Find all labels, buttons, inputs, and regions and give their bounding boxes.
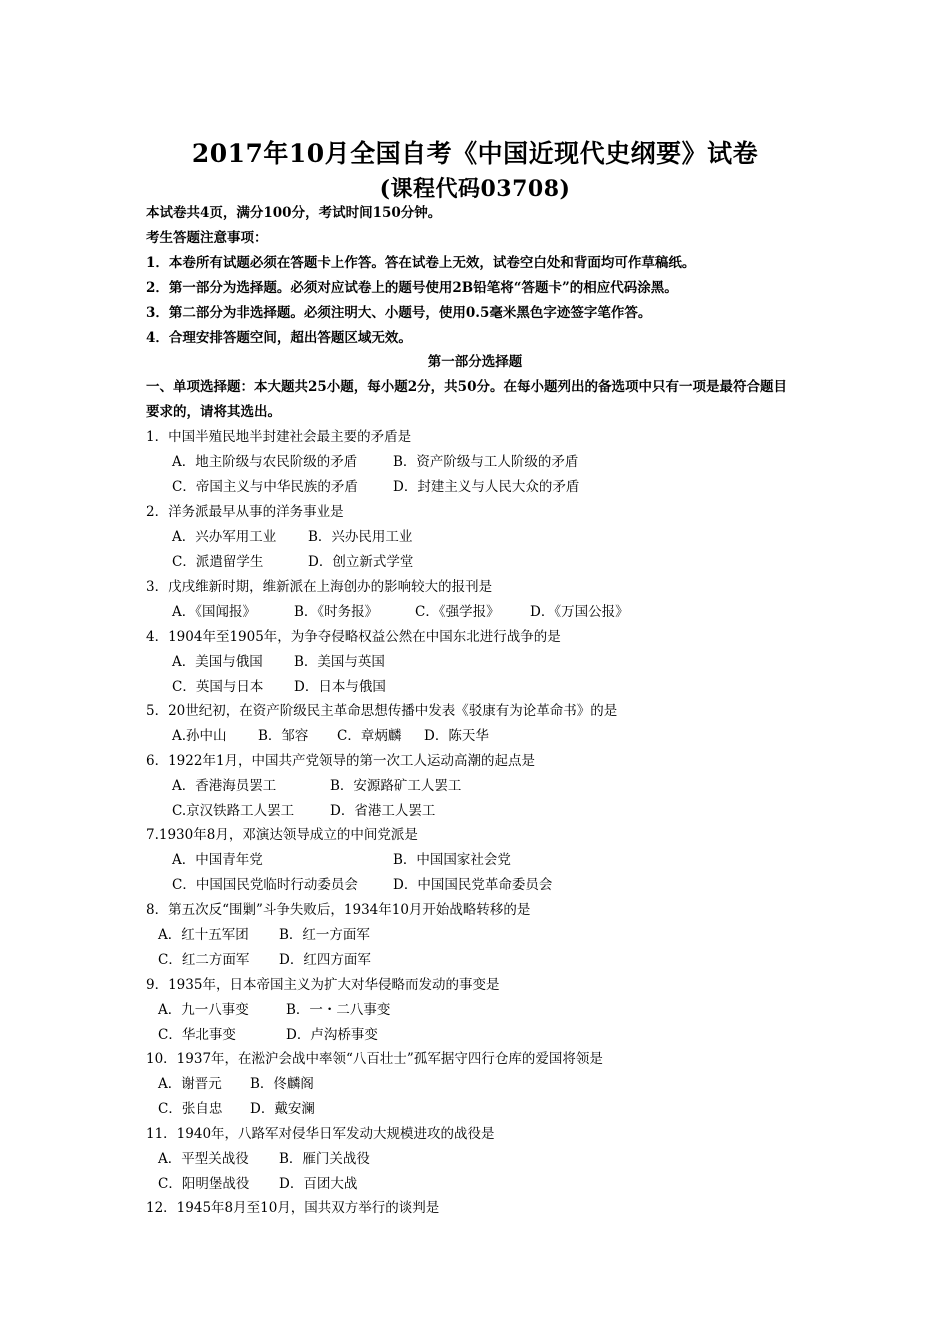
question-option: C．红二方面军	[158, 952, 250, 968]
question-option: B．美国与英国	[294, 654, 385, 670]
question-option: C．《强学报》	[415, 604, 500, 620]
notice-item: 4．合理安排答题空间，超出答题区域无效。	[146, 330, 412, 346]
exam-info: 本试卷共4页，满分100分，考试时间150分钟。	[146, 205, 442, 221]
question-option: C．帝国主义与中华民族的矛盾	[172, 479, 358, 495]
question-option: B．一・二八事变	[286, 1002, 391, 1018]
course-code: (课程代码03708)	[379, 176, 571, 202]
question-option: A．《国闻报》	[172, 604, 256, 620]
question-option: A．谢晋元	[158, 1076, 222, 1092]
notice-item: 2．第一部分为选择题。必须对应试卷上的题号使用2B铅笔将“答题卡”的相应代码涂黑。	[146, 280, 678, 296]
question-option: A．香港海员罢工	[172, 778, 277, 794]
question-stem: 6．1922年1月，中国共产党领导的第一次工人运动高潮的起点是	[146, 753, 536, 769]
question-stem: 3．戊戌维新时期，维新派在上海创办的影响较大的报刊是	[146, 579, 493, 595]
question-stem: 9．1935年，日本帝国主义为扩大对华侵略而发动的事变是	[146, 977, 500, 993]
question-stem: 2．洋务派最早从事的洋务事业是	[146, 504, 344, 520]
question-stem: 7.1930年8月，邓演达领导成立的中间党派是	[146, 827, 418, 843]
section-instructions-cont: 要求的，请将其选出。	[146, 404, 281, 420]
question-option: D．红四方面军	[279, 952, 371, 968]
question-option: D．封建主义与人民大众的矛盾	[393, 479, 580, 495]
question-option: C．华北事变	[158, 1027, 236, 1043]
question-option: B．佟麟阁	[250, 1076, 314, 1092]
question-stem: 5．20世纪初，在资产阶级民主革命思想传播中发表《驳康有为论革命书》的是	[146, 703, 618, 719]
question-option: D．陈天华	[424, 728, 489, 744]
question-option: C．中国国民党临时行动委员会	[172, 877, 358, 893]
question-option: D．百团大战	[279, 1176, 358, 1192]
question-option: A．兴办军用工业	[172, 529, 277, 545]
question-option: C.京汉铁路工人罢工	[172, 803, 295, 819]
part-heading: 第一部分选择题	[427, 354, 523, 370]
section-instructions: 一、单项选择题：本大题共25小题，每小题2分，共50分。在每小题列出的备选项中只有一项是最符合题目	[146, 379, 787, 395]
notice-item: 3．第二部分为非选择题。必须注明大、小题号，使用0.5毫米黑色字迹签字笔作答。	[146, 305, 652, 321]
question-option: D．《万国公报》	[530, 604, 629, 620]
question-stem: 10．1937年，在淞沪会战中率领“八百壮士”孤军据守四行仓库的爱国将领是	[146, 1051, 603, 1067]
question-option: B．资产阶级与工人阶级的矛盾	[393, 454, 579, 470]
question-option: A.孙中山	[172, 728, 227, 744]
question-option: B．安源路矿工人罢工	[330, 778, 462, 794]
question-option: B．《时务报》	[294, 604, 379, 620]
question-stem: 8．第五次反“围剿”斗争失败后，1934年10月开始战略转移的是	[146, 902, 531, 918]
question-option: D．日本与俄国	[294, 679, 386, 695]
question-option: C．章炳麟	[337, 728, 402, 744]
question-option: A．平型关战役	[158, 1151, 249, 1167]
question-option: B．邹容	[258, 728, 309, 744]
question-option: D．省港工人罢工	[330, 803, 436, 819]
question-stem: 11．1940年，八路军对侵华日军发动大规模进攻的战役是	[146, 1126, 495, 1142]
exam-title: 2017年10月全国自考《中国近现代史纲要》试卷	[191, 139, 759, 168]
question-option: D．卢沟桥事变	[286, 1027, 378, 1043]
question-option: C．英国与日本	[172, 679, 264, 695]
question-option: D．创立新式学堂	[308, 554, 414, 570]
question-stem: 1．中国半殖民地半封建社会最主要的矛盾是	[146, 429, 412, 445]
question-stem: 12．1945年8月至10月，国共双方举行的谈判是	[146, 1200, 440, 1216]
question-stem: 4．1904年至1905年，为争夺侵略权益公然在中国东北进行战争的是	[146, 629, 561, 645]
notice-title: 考生答题注意事项：	[146, 230, 268, 246]
question-option: B．中国国家社会党	[393, 852, 511, 868]
question-option: A．美国与俄国	[172, 654, 263, 670]
question-option: C．阳明堡战役	[158, 1176, 250, 1192]
question-option: B．红一方面军	[279, 927, 370, 943]
question-option: C．张自忠	[158, 1101, 223, 1117]
question-option: D．中国国民党革命委员会	[393, 877, 553, 893]
question-option: A．中国青年党	[172, 852, 263, 868]
question-option: B．兴办民用工业	[308, 529, 413, 545]
question-option: A．九一八事变	[158, 1002, 249, 1018]
question-option: C．派遣留学生	[172, 554, 264, 570]
question-option: D．戴安澜	[250, 1101, 315, 1117]
question-option: A．红十五军团	[158, 927, 249, 943]
question-option: A．地主阶级与农民阶级的矛盾	[172, 454, 358, 470]
question-option: B．雁门关战役	[279, 1151, 370, 1167]
notice-item: 1．本卷所有试题必须在答题卡上作答。答在试卷上无效，试卷空白处和背面均可作草稿纸。	[146, 255, 696, 271]
